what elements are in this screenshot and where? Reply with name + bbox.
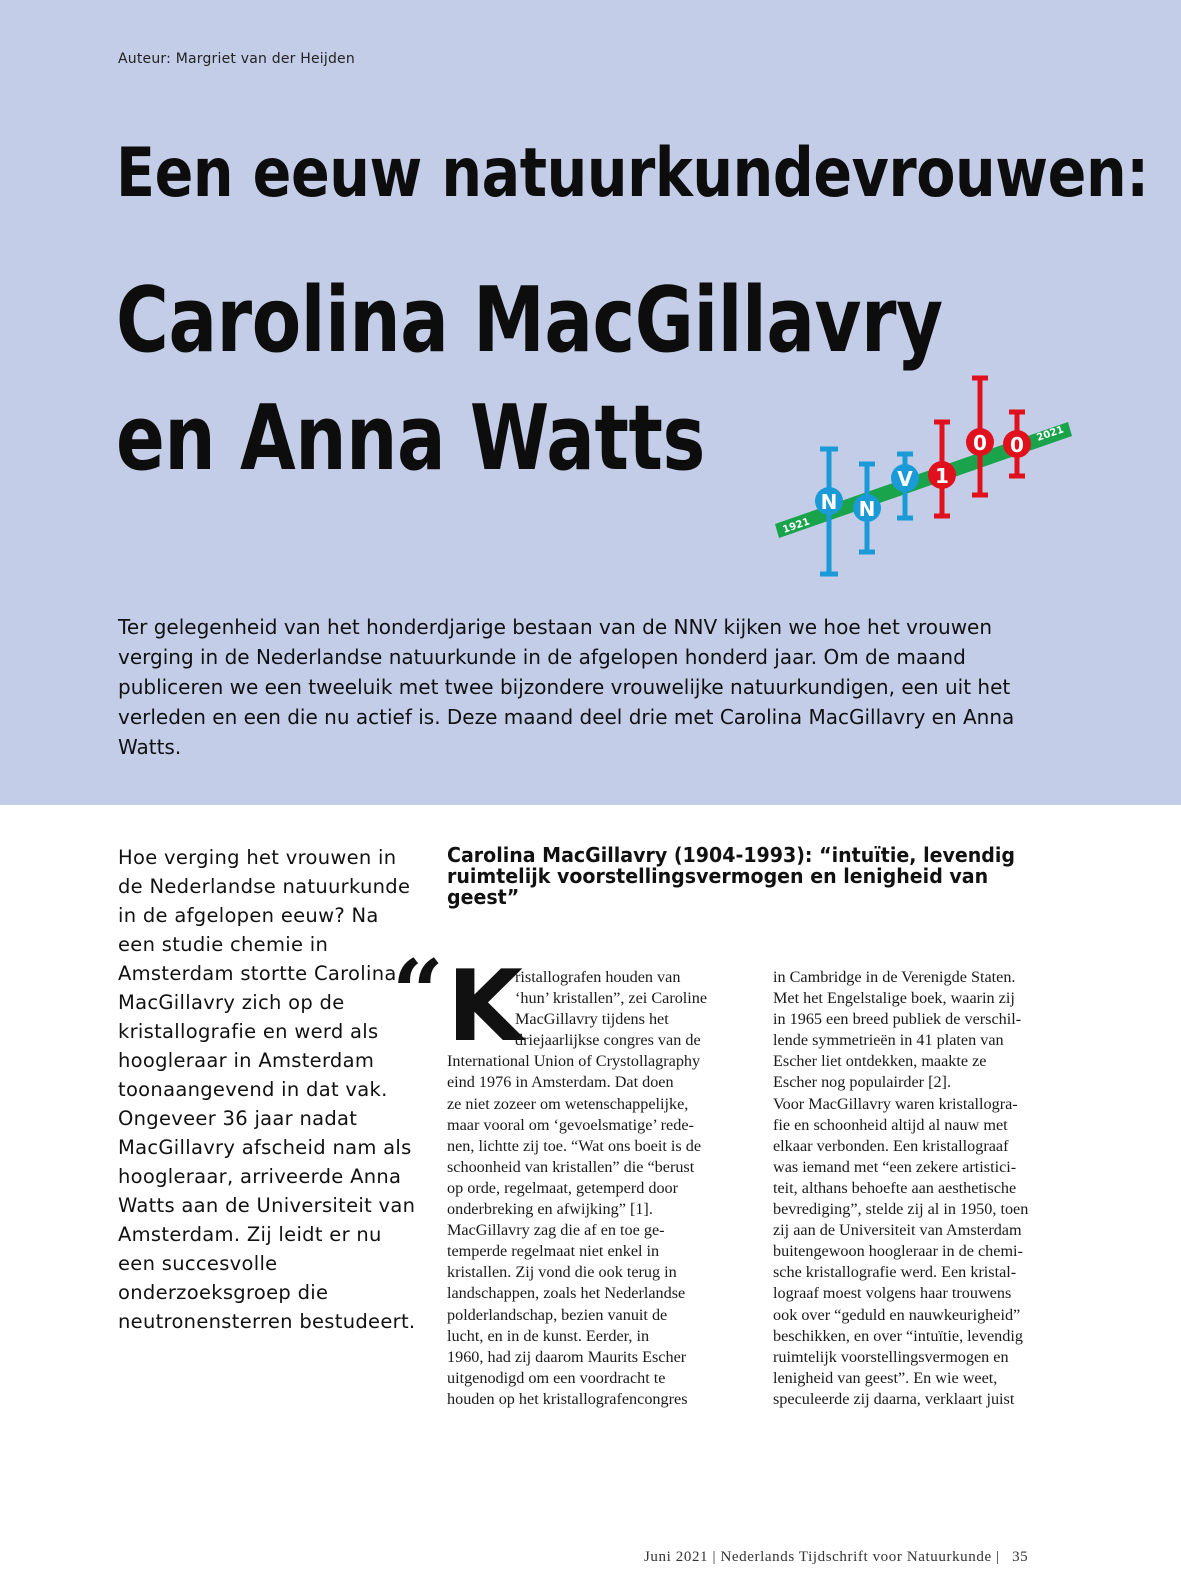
body-line: schoonheid van kristallen” die “berust bbox=[447, 1157, 695, 1176]
body-line: teit, althans behoefte aan aesthetische bbox=[773, 1178, 1017, 1197]
body-line: nen, lichtte zij toe. “Wat ons boeit is de bbox=[447, 1136, 702, 1155]
body-line: elkaar verbonden. Een kristallograaf bbox=[773, 1136, 1009, 1155]
drop-cap: K bbox=[447, 950, 523, 1064]
body-line: polderlandschap, bezien vanuit de bbox=[447, 1305, 668, 1324]
body-line: beschikken, en over “intuïtie, levendig bbox=[773, 1326, 1023, 1345]
body-line: speculeerde zij daarna, verklaart juist bbox=[773, 1389, 1015, 1408]
logo-letter-1: 1 bbox=[935, 464, 949, 488]
body-line: sche kristallografie werd. Een kristal- bbox=[773, 1263, 1017, 1282]
body-line: op orde, regelmaat, getemperd door bbox=[447, 1178, 679, 1197]
body-line: Voor MacGillavry waren kristallogra- bbox=[773, 1094, 1018, 1113]
section-heading: Carolina MacGillavry (1904-1993): “intuïtie, levendig ruimtelijk voorstellingsvermogen en lenigheid van geest” bbox=[447, 843, 1015, 909]
footer-text: Juni 2021 | Nederlands Tijdschrift voor Natuurkunde | bbox=[644, 1549, 1000, 1565]
body-line: in Cambridge in de Verenigde Staten. bbox=[773, 968, 1016, 986]
body-line: International Union of Crystollagraphy bbox=[447, 1052, 701, 1071]
body-line: houden op het kristallografencongres bbox=[447, 1389, 688, 1408]
body-line: MacGillavry tijdens het bbox=[515, 1010, 669, 1029]
logo-letter-n1: N bbox=[820, 490, 838, 514]
body-line: uitgenodigd om een voordracht te bbox=[447, 1368, 666, 1387]
lead-paragraph: Hoe verging het vrouwen in de Nederlandse natuurkunde in de afgelopen eeuw? Na een studie chemie in Amsterdam stortte Carolina MacGillavry zich op de kristallografie en werd als hoogleraar in Amsterdam toonaangevend in dat vak. Ongeveer 36 jaar nadat MacGillavry afscheid nam als hoogleraar, arriveerde Anna Watts aan de Universiteit van Amsterdam. Zij leidt er nu een succesvolle onderzoeksgroep die neutronensterren bestudeert. bbox=[118, 846, 416, 1333]
body-line: ruimtelijk voorstellingsvermogen en bbox=[773, 1347, 1009, 1366]
body-line: zij aan de Universiteit van Amsterdam bbox=[773, 1221, 1022, 1240]
logo-year-start: 1921 bbox=[781, 516, 812, 536]
body-line: Met het Engelstalige boek, waarin zij bbox=[773, 989, 1015, 1008]
body-line: onderbreking en afwijking” [1]. bbox=[447, 1200, 653, 1219]
body-column-1 bbox=[447, 967, 752, 1410]
logo-year-end: 2021 bbox=[1035, 424, 1066, 444]
body-line: 1960, had zij daarom Maurits Escher bbox=[447, 1347, 687, 1366]
body-line: Escher liet ontdekken, maakte ze bbox=[773, 1052, 987, 1071]
body-line: driejaarlijkse congres van de bbox=[515, 1031, 701, 1050]
body-line: kristallen. Zij vond die ook terug in bbox=[447, 1263, 677, 1282]
logo-letter-n2: N bbox=[858, 497, 876, 521]
body-line: lende symmetrieën in 41 platen van bbox=[773, 1031, 1004, 1050]
body-line: lograaf moest volgens haar trouwens bbox=[773, 1284, 1012, 1303]
author-line: Auteur: Margriet van der Heijden bbox=[118, 51, 355, 67]
body-column-2 bbox=[773, 967, 1073, 1410]
body-line: landschappen, zoals het Nederlandse bbox=[447, 1284, 686, 1303]
body-line: buitengewoon hoogleraar in de chemi- bbox=[773, 1242, 1023, 1261]
quote-mark: “ bbox=[392, 940, 444, 1046]
body-line: fie en schoonheid altijd al nauw met bbox=[773, 1115, 1008, 1134]
body-line: maar vooral om ‘gevoelsmatige’ rede- bbox=[447, 1115, 694, 1134]
body-line: bevrediging”, stelde zij al in 1950, toen bbox=[773, 1200, 1029, 1219]
body-line: lucht, en in de kunst. Eerder, in bbox=[447, 1326, 650, 1345]
page-footer bbox=[644, 1549, 1076, 1566]
body-line: was iemand met “een zekere artistici- bbox=[773, 1157, 1017, 1176]
logo-letter-0a: 0 bbox=[973, 431, 987, 455]
body-line: Escher nog populairder [2]. bbox=[773, 1073, 951, 1092]
body-line: ook over “geduld en nauwkeurigheid” bbox=[773, 1305, 1021, 1324]
nnv100-logo bbox=[770, 370, 1090, 585]
body-line: temperde regelmaat niet enkel in bbox=[447, 1242, 660, 1261]
body-line: eind 1976 in Amsterdam. Dat doen bbox=[447, 1073, 674, 1092]
body-line: ‘hun’ kristallen”, zei Caroline bbox=[515, 989, 708, 1008]
body-line: ristallografen houden van bbox=[515, 968, 681, 986]
intro-paragraph: Ter gelegenheid van het honderdjarige bestaan van de NNV kijken we hoe het vrouwen verging in de Nederlandse natuurkunde in de afgelopen honderd jaar. Om de maand publiceren we een tweeluik met twee bijzondere vrouwelijke natuurkundigen, een uit het verleden en een die nu actief is. Deze maand deel drie met Carolina MacGillavry en Anna Watts. bbox=[118, 615, 1015, 759]
body-line: ze niet zozeer om wetenschappelijke, bbox=[447, 1094, 689, 1113]
body-line: lenigheid van geest”. En wie weet, bbox=[773, 1368, 998, 1387]
body-line: MacGillavry zag die af en toe ge- bbox=[447, 1221, 665, 1240]
logo-letter-0b: 0 bbox=[1010, 433, 1024, 457]
title-line-2b: en Anna Watts bbox=[116, 386, 705, 491]
title-line-1: Een eeuw natuurkundevrouwen: bbox=[116, 134, 1149, 213]
title-line-2a: Carolina MacGillavry bbox=[116, 268, 943, 373]
logo-letter-v: V bbox=[897, 467, 913, 491]
body-line: in 1965 een breed publiek de verschil- bbox=[773, 1010, 1022, 1029]
page-number: 35 bbox=[1012, 1549, 1029, 1565]
